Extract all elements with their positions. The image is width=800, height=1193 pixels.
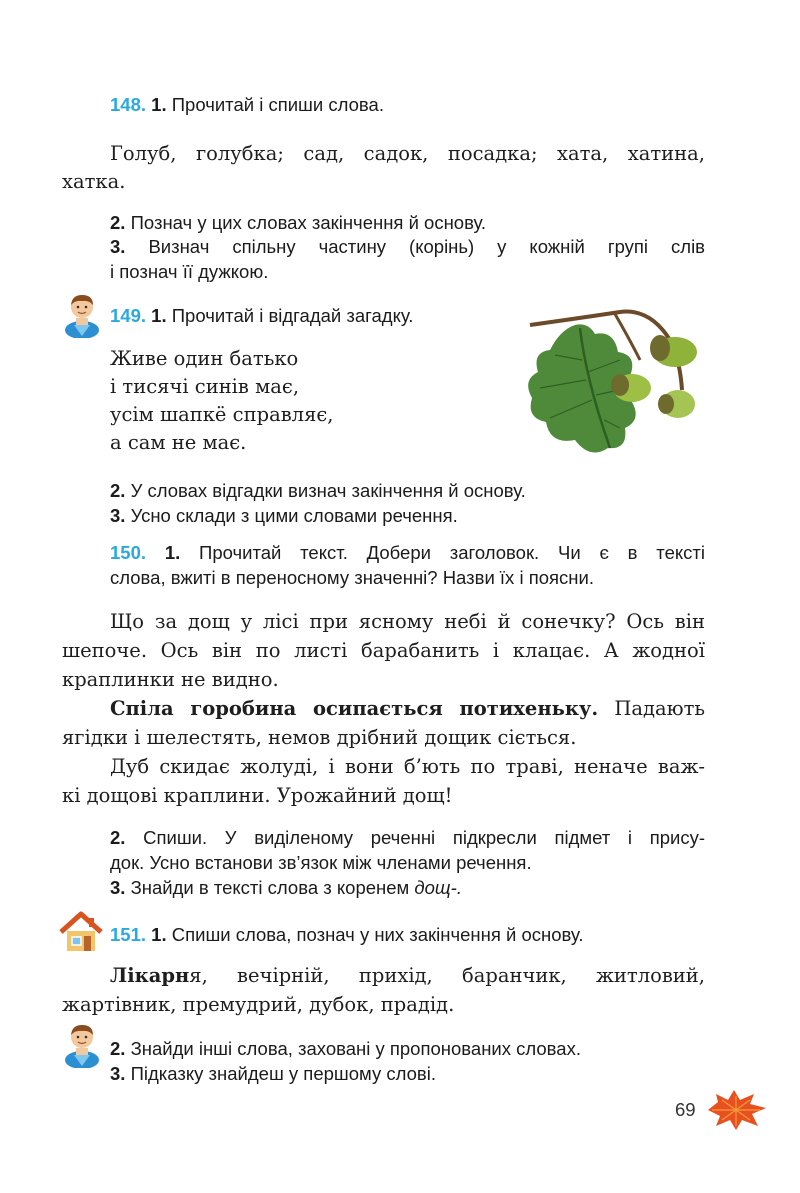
ex151-step2: [110, 1036, 581, 1062]
step-number: 3.: [110, 236, 126, 257]
ex151-words-line1: [110, 962, 705, 990]
homework-house-icon: [58, 910, 104, 954]
instruction-text: Усно склади з цими словами речення.: [130, 505, 458, 526]
ex148-heading: [110, 92, 384, 118]
instruction-text: Підказку знайдеш у першому слові.: [130, 1063, 436, 1084]
instruction-text: Познач у цих словах закінчення й основу.: [130, 212, 487, 233]
ex148-step3-line1: [110, 234, 705, 260]
oak-leaf-acorns-icon: [520, 300, 710, 470]
instruction-text: Знайди інші слова, заховані у пропонованих словах.: [130, 1038, 581, 1059]
ex150-step3: [110, 875, 462, 901]
ex149-step3: [110, 503, 458, 529]
ex151-heading: [110, 922, 583, 948]
riddle-line-3: усім шапкё справляє,: [110, 403, 334, 426]
exercise-number: 149.: [110, 305, 147, 326]
step-number: 2.: [110, 480, 126, 501]
ex150-text-line3: краплинки не видно.: [62, 668, 279, 691]
exercise-number: 148.: [110, 94, 147, 115]
text-fragment: Падають: [614, 697, 705, 720]
ex149-step2: [110, 478, 526, 504]
maple-leaf-icon: [704, 1088, 770, 1132]
ex148-words-line2: хатка.: [62, 170, 126, 193]
ex150-text-line4: [110, 695, 705, 723]
highlighted-sentence: Спіла горобина осипається потихеньку.: [110, 697, 599, 720]
exercise-number: 150.: [110, 542, 147, 563]
page-number: 69: [675, 1099, 696, 1120]
instruction-text: Знайди в тексті слова з коренем: [130, 877, 410, 898]
pair-work-icon: [62, 1022, 102, 1068]
step-number: 1.: [151, 94, 167, 115]
instruction-text: Прочитай і спиши слова.: [171, 94, 384, 115]
ex148-step3-line2: і познач її дужкою.: [110, 261, 269, 282]
exercise-number: 151.: [110, 924, 147, 945]
ex148-step2: [110, 210, 486, 236]
riddle-line-4: а сам не має.: [110, 431, 247, 454]
instruction-text: Спиши. У виділеному реченні підкресли підмет і прису-: [143, 827, 705, 848]
instruction-text: У словах відгадки визнач закінчення й основу.: [130, 480, 526, 501]
root-example: дощ-.: [414, 877, 462, 898]
word-list: вечірній, прихід, баранчик, житловий,: [237, 964, 705, 987]
ex150-heading-line2: слова, вжиті в переносному значенні? Назви їх і поясни.: [110, 567, 594, 588]
step-number: 2.: [110, 827, 126, 848]
ex150-text-line2: шепоче. Ось він по листі барабанить і клацає. А жодної: [62, 639, 705, 662]
step-number: 3.: [110, 505, 126, 526]
ex150-step2: [110, 825, 705, 851]
first-word: [110, 964, 208, 987]
ex148-words-line1: Голуб, голубка; сад, садок, посадка; хата, хатина,: [110, 142, 705, 165]
step-number: 3.: [110, 1063, 126, 1084]
word-stem: Лікарн: [110, 964, 190, 987]
ex151-step3: [110, 1061, 436, 1087]
step-number: 1.: [151, 924, 167, 945]
instruction-text: Визнач спільну частину (корінь) у кожній групі слів: [148, 236, 706, 257]
ex151-words-line2: жартівник, премудрий, дубок, прадід.: [62, 993, 455, 1016]
ex150-text-line6: Дуб скидає жолуді, і вони б’ють по траві, неначе важ-: [110, 755, 705, 778]
instruction-text: Спиши слова, познач у них закінчення й основу.: [171, 924, 584, 945]
step-number: 1.: [164, 542, 181, 563]
step-number: 3.: [110, 877, 126, 898]
instruction-text: Прочитай і відгадай загадку.: [171, 305, 414, 326]
ex150-text-line5: ягідки і шелестять, немов дрібний дощик сіється.: [62, 726, 577, 749]
ex150-text-line7: кі дощові краплини. Урожайний дощ!: [62, 784, 453, 807]
step-number: 2.: [110, 212, 126, 233]
ex150-text-line1: Що за дощ у лісі при ясному небі й сонечку? Ось він: [110, 610, 705, 633]
pair-work-icon: [62, 292, 102, 338]
step-number: 2.: [110, 1038, 126, 1059]
ex149-heading: [110, 303, 413, 329]
step-number: 1.: [151, 305, 167, 326]
riddle-line-2: і тисячі синів має,: [110, 375, 300, 398]
ex150-heading: [110, 540, 705, 566]
instruction-text: Прочитай текст. Добери заголовок. Чи є в тексті: [199, 542, 705, 563]
riddle-line-1: Живе один батько: [110, 347, 299, 370]
word-ending: я,: [189, 964, 208, 987]
ex150-step2-line2: док. Усно встанови зв’язок між членами речення.: [110, 852, 532, 873]
